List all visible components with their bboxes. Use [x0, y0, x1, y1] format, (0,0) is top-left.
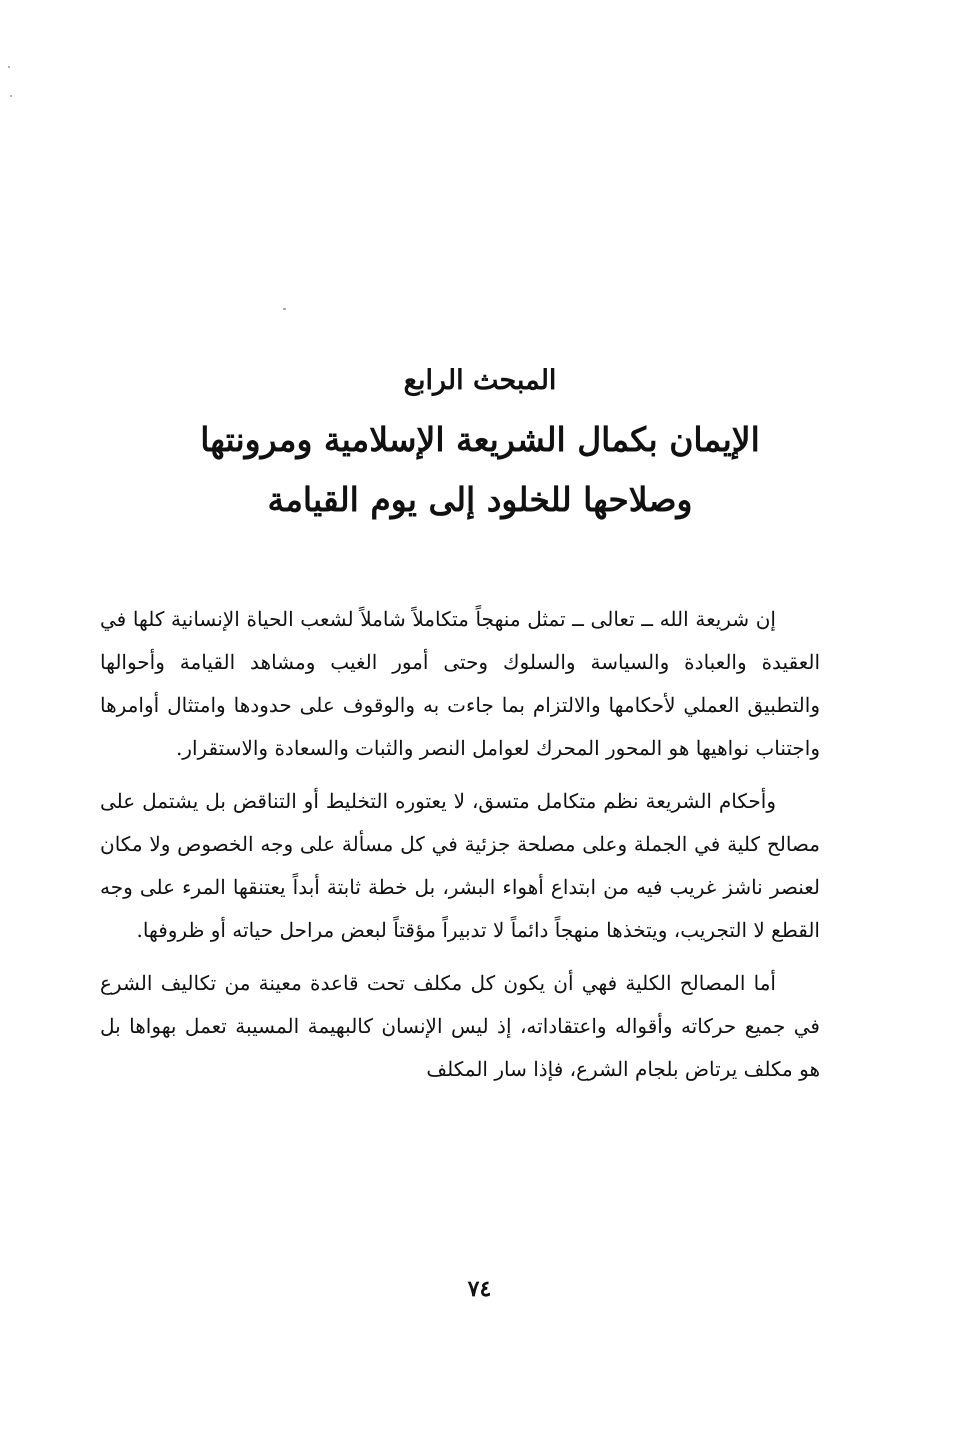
- chapter-title-line-1: الإيمان بكمال الشريعة الإسلامية ومرونتها: [200, 420, 760, 459]
- body-text: [100, 598, 820, 1101]
- page-number: ٧٤: [467, 1276, 492, 1302]
- scan-speck: [10, 95, 12, 97]
- paragraph: وأحكام الشريعة نظم متكامل متسق، لا يعتوره التخليط أو التناقض بل يشتمل على مصالح كلية في الجملة وعلى مصلحة جزئية في كل مسألة على وجه الخصوص ولا مكان لعنصر ناشز غريب فيه من ابتداع أهواء البشر، بل خطة ثابتة أبداً يعتنقها المرء على وجه القطع لا التجريب، ويتخذها منهجاً دائماً لا تدبيراً مؤقتاً لبعض مراحل حياته أو ظروفها.: [100, 789, 820, 942]
- section-label: المبحث الرابع: [403, 365, 557, 396]
- chapter-heading: [100, 352, 860, 530]
- scan-speck: [8, 66, 10, 68]
- paragraph: إن شريعة الله ــ تعالى ــ تمثل منهجاً متكاملاً شاملاً لشعب الحياة الإنسانية كلها في العقيدة والعبادة والسياسة والسلوك وحتى أمور الغيب ومشاهد القيامة وأحوالها والتطبيق العملي لأحكامها والالتزام بما جاءت به والوقوف على حدودها وامتثال أوامرها واجتناب نواهيها هو المحور المحرك لعوامل النصر والثبات والسعادة والاستقرار.: [100, 607, 820, 760]
- paragraph: أما المصالح الكلية فهي أن يكون كل مكلف تحت قاعدة معينة من تكاليف الشرع في جميع حركاته وأقواله واعتقاداته، إذ ليس الإنسان كالبهيمة المسيبة تعمل بهواها بل هو مكلف يرتاض بلجام الشرع، فإذا سار المكلف: [100, 971, 820, 1081]
- scan-speck: [283, 308, 286, 310]
- chapter-title-line-2: وصلاحها للخلود إلى يوم القيامة: [267, 480, 693, 519]
